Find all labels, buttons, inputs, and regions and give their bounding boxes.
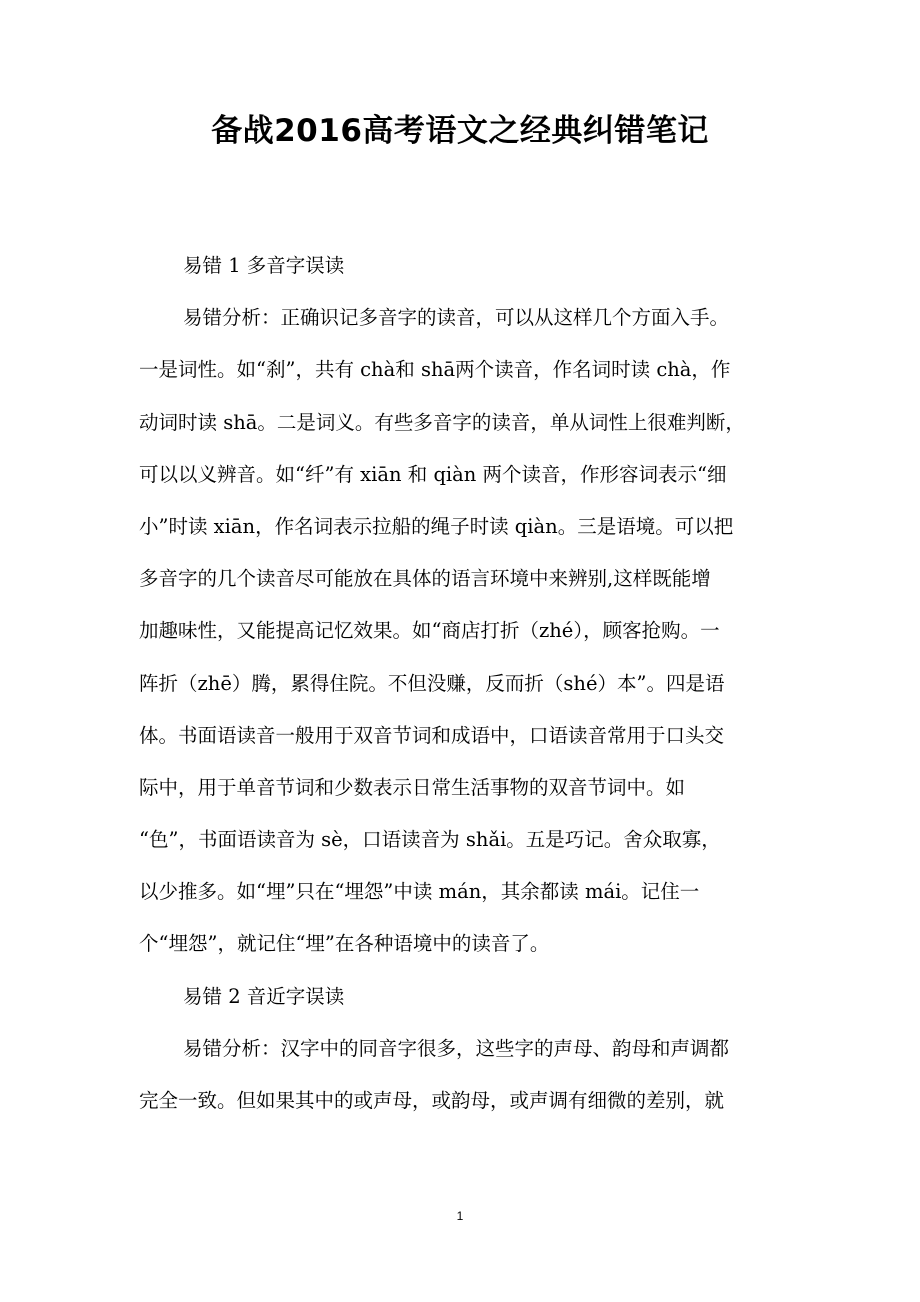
paragraph-line: 完全一致。但如果其中的或声母，或韵母，或声调有细微的差别，就 bbox=[139, 1089, 725, 1112]
paragraph-line: 可以以义辨音。如“纤”有 xiān 和 qiàn 两个读音，作形容词表示“细 bbox=[139, 462, 727, 486]
paragraph-line: 个“埋怨”，就记住“埋”在各种语境中的读音了。 bbox=[139, 932, 550, 956]
page-number: 1 bbox=[456, 1209, 464, 1223]
paragraph-line: 多音字的几个读音尽可能放在具体的语言环境中来辨别,这样既能增 bbox=[139, 567, 711, 591]
paragraph-line: “色”，书面语读音为 sè，口语读音为 shǎi。五是巧记。舍众取寡， bbox=[139, 828, 721, 852]
paragraph-line: 加趣味性，又能提高记忆效果。如“商店打折（zhé），顾客抢购。一 bbox=[139, 619, 720, 643]
paragraph-line: 阵折（zhē）腾，累得住院。不但没赚，反而折（shé）本”。四是语 bbox=[139, 671, 725, 695]
document-body bbox=[139, 240, 787, 1127]
section-heading-2: 易错 2 音近字误读 bbox=[183, 984, 345, 1008]
paragraph-line: 动词时读 shā。二是词义。有些多音字的读音，单从词性上很难判断， bbox=[139, 410, 745, 434]
section-heading-1: 易错 1 多音字误读 bbox=[183, 254, 345, 277]
paragraph-line: 易错分析：正确识记多音字的读音，可以从这样几个方面入手。 bbox=[183, 306, 730, 330]
paragraph-line: 际中，用于单音节词和少数表示日常生活事物的双音节词中。如 bbox=[139, 775, 686, 799]
paragraph-line: 一是词性。如“刹”，共有 chà和 shā两个读音，作名词时读 chà，作 bbox=[139, 358, 731, 382]
paragraph-line: 体。书面语读音一般用于双音节词和成语中，口语读音常用于口头交 bbox=[139, 723, 725, 747]
paragraph-line: 小”时读 xiān，作名词表示拉船的绳子时读 qiàn。三是语境。可以把 bbox=[139, 514, 734, 538]
document-title: 备战2016高考语文之经典纠错笔记 bbox=[211, 113, 709, 149]
paragraph-line: 以少推多。如“埋”只在“埋怨”中读 mán，其余都读 mái。记住一 bbox=[139, 880, 700, 904]
paragraph-line: 易错分析：汉字中的同音字很多，这些字的声母、韵母和声调都 bbox=[183, 1036, 730, 1060]
